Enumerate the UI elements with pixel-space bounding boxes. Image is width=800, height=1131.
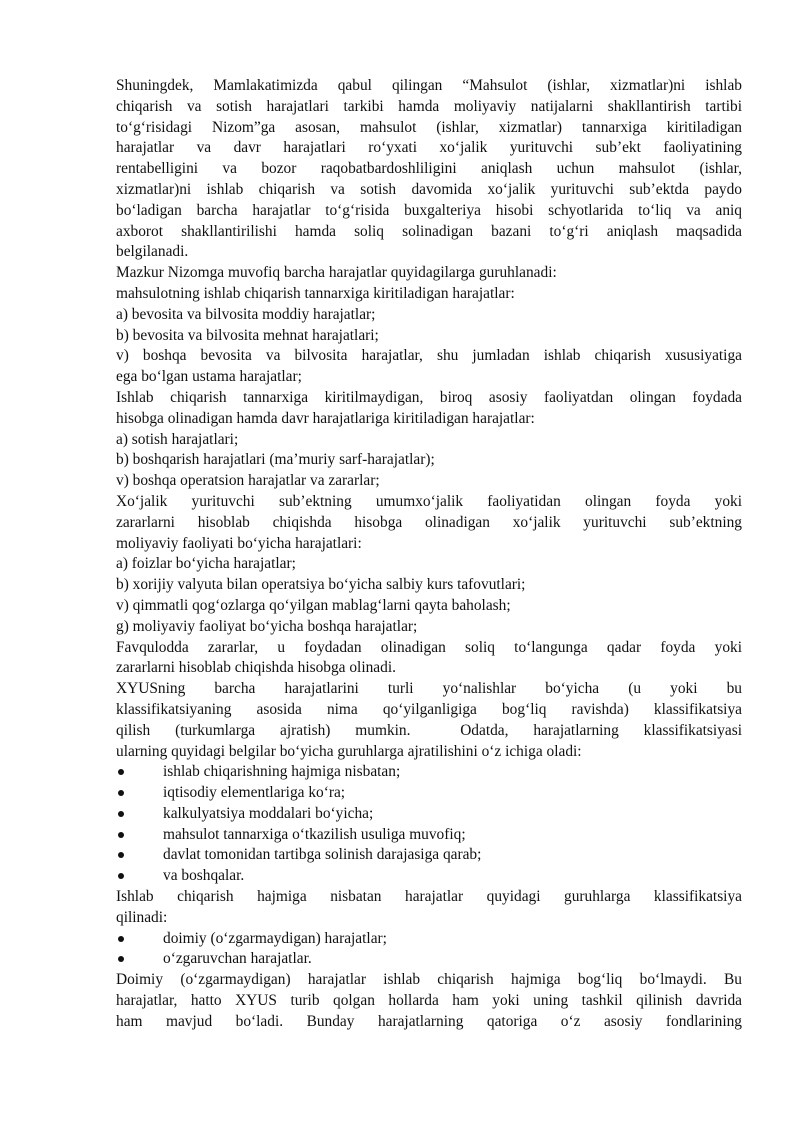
bullet-text: o‘zgaruvchan harajatlar. (163, 950, 312, 968)
bullet-text: doimiy (o‘zgarmaydigan) harajatlar; (163, 929, 387, 947)
list-item: b) bevosita va bilvosita mehnat harajatlari; (116, 326, 379, 344)
bullet-icon (116, 762, 163, 783)
classification-paragraph: XYUSning barcha harajatlarini turli yo‘nalishlar bo‘yicha (u yoki bu (116, 680, 742, 698)
intro-paragraph (116, 76, 742, 263)
bullet-icon (116, 845, 163, 866)
list-item: v) boshqa operatsion harajatlar va zararlar; (116, 472, 380, 490)
bullet-item (116, 783, 742, 804)
classification-paragraph: klassifikatsiyaning asosida nima qo‘yilganligiga bog‘liq ravishda) klassifikatsiya (116, 700, 742, 718)
bullet-icon (116, 949, 163, 970)
volume-intro: qilinadi: (116, 908, 168, 926)
list-item: b) boshqarish harajatlari (ma’muriy sarf-harajatlar); (116, 451, 435, 469)
text-line: harajatlar va davr harajatlari ro‘yxati xo‘jalik yurituvchi sub’ekt faoliyatining (116, 139, 742, 157)
fixed-costs-paragraph: ham mavjud bo‘ladi. Bunday harajatlarning qatoriga o‘z asosiy fondlarining (116, 1012, 742, 1030)
document-page (116, 76, 742, 1033)
bullet-text: va boshqalar. (163, 867, 245, 885)
nizom-intro: Mazkur Nizomga muvofiq barcha harajatlar quyidagilarga guruhlanadi: (116, 264, 557, 282)
list-item: v) qimmatli qog‘ozlarga qo‘yilgan mablag‘larni qayta baholash; (116, 596, 511, 614)
list-item: v) boshqa bevosita va bilvosita harajatlar, shu jumladan ishlab chiqarish xususiyatiga (116, 347, 742, 365)
group1-title: mahsulotning ishlab chiqarish tannarxiga kiritiladigan harajatlar: (116, 284, 515, 302)
bullet-icon (116, 825, 163, 846)
bullet-item (116, 949, 742, 970)
list-item: b) xorijiy valyuta bilan operatsiya bo‘yicha salbiy kurs tafovutlari; (116, 576, 526, 594)
bullet-icon (116, 783, 163, 804)
text-line: chiqarish va sotish harajatlari tarkibi hamda moliyaviy natijalarni shakllantirish tartibi (116, 97, 742, 115)
text-line: Shuningdek, Mamlakatimizda qabul qilingan “Mahsulot (ishlar, xizmatlar)ni ishlab (116, 77, 742, 94)
bullet-item (116, 866, 742, 887)
group3-title: zararlarni hisoblab chiqishda hisobga olinadigan xo‘jalik yurituvchi sub’ektning (116, 513, 742, 531)
criteria-bullet-list (116, 762, 742, 887)
group2-title: hisobga olinadigan hamda davr harajatlariga kiritiladigan harajatlar: (116, 409, 535, 427)
extraordinary-paragraph: Favqulodda zararlar, u foydadan olinadigan soliq to‘langunga qadar foyda yoki (116, 638, 742, 656)
bullet-text: ishlab chiqarishning hajmiga nisbatan; (163, 763, 401, 781)
bullet-item (116, 845, 742, 866)
bullet-text: iqtisodiy elementlariga ko‘ra; (163, 784, 346, 802)
text-line: bo‘ladigan barcha harajatlar to‘g‘risida buxgalteriya hisobi schyotlarida to‘liq va aniq (116, 201, 742, 219)
list-item: ega bo‘lgan ustama harajatlar; (116, 368, 302, 386)
bullet-item (116, 929, 742, 950)
fixed-costs-paragraph: harajatlar, hatto XYUS turib qolgan hollarda ham yoki uning tashkil qilinish davrida (116, 992, 742, 1010)
bullet-icon (116, 804, 163, 825)
group2-title: Ishlab chiqarish tannarxiga kiritilmaydigan, biroq asosiy faoliyatdan olingan foydada (116, 388, 742, 406)
bullet-icon (116, 866, 163, 887)
list-item: a) foizlar bo‘yicha harajatlar; (116, 555, 296, 573)
text-line: axborot shakllantirilishi hamda soliq solinadigan bazani to‘g‘ri aniqlash maqsadida (116, 222, 742, 240)
text-line: to‘g‘risidagi Nizom”ga asosan, mahsulot (ishlar, xizmatlar) tannarxiga kiritiladigan (116, 118, 742, 136)
list-item: g) moliyaviy faoliyat bo‘yicha boshqa harajatlar; (116, 617, 418, 635)
fixed-costs-paragraph: Doimiy (o‘zgarmaydigan) harajatlar ishlab chiqarish hajmiga bog‘liq bo‘lmaydi. Bu (116, 971, 742, 989)
bullet-text: davlat tomonidan tartibga solinish darajasiga qarab; (163, 846, 482, 864)
volume-intro: Ishlab chiqarish hajmiga nisbatan harajatlar quyidagi guruhlarga klassifikatsiya (116, 888, 742, 906)
group3-title: Xo‘jalik yurituvchi sub’ektning umumxo‘jalik faoliyatidan olingan foyda yoki (116, 492, 742, 510)
classification-paragraph: qilish (turkumlarga ajratish) mumkin. Odatda, harajatlarning klassifikatsiyasi (116, 721, 742, 739)
text-line: belgilanadi. (116, 243, 189, 261)
bullet-icon (116, 929, 163, 950)
classification-paragraph: ularning quyidagi belgilar bo‘yicha guruhlarga ajratilishini o‘z ichiga oladi: (116, 742, 582, 760)
volume-bullet-list (116, 929, 742, 971)
bullet-text: mahsulot tannarxiga o‘tkazilish usuliga muvofiq; (163, 825, 466, 843)
text-line: xizmatlar)ni ishlab chiqarish va sotish davomida xo‘jalik yurituvchi sub’ektda paydo (116, 180, 742, 198)
bullet-item (116, 825, 742, 846)
bullet-item (116, 762, 742, 783)
extraordinary-paragraph: zararlarni hisoblab chiqishda hisobga olinadi. (116, 659, 396, 677)
group3-title: moliyaviy faoliyati bo‘yicha harajatlari: (116, 534, 362, 552)
bullet-item (116, 804, 742, 825)
text-line: rentabelligini va bozor raqobatbardoshliligini aniqlash uchun mahsulot (ishlar, (116, 160, 742, 178)
list-item: a) bevosita va bilvosita moddiy harajatlar; (116, 305, 376, 323)
list-item: a) sotish harajatlari; (116, 430, 239, 448)
bullet-text: kalkulyatsiya moddalari bo‘yicha; (163, 804, 374, 822)
